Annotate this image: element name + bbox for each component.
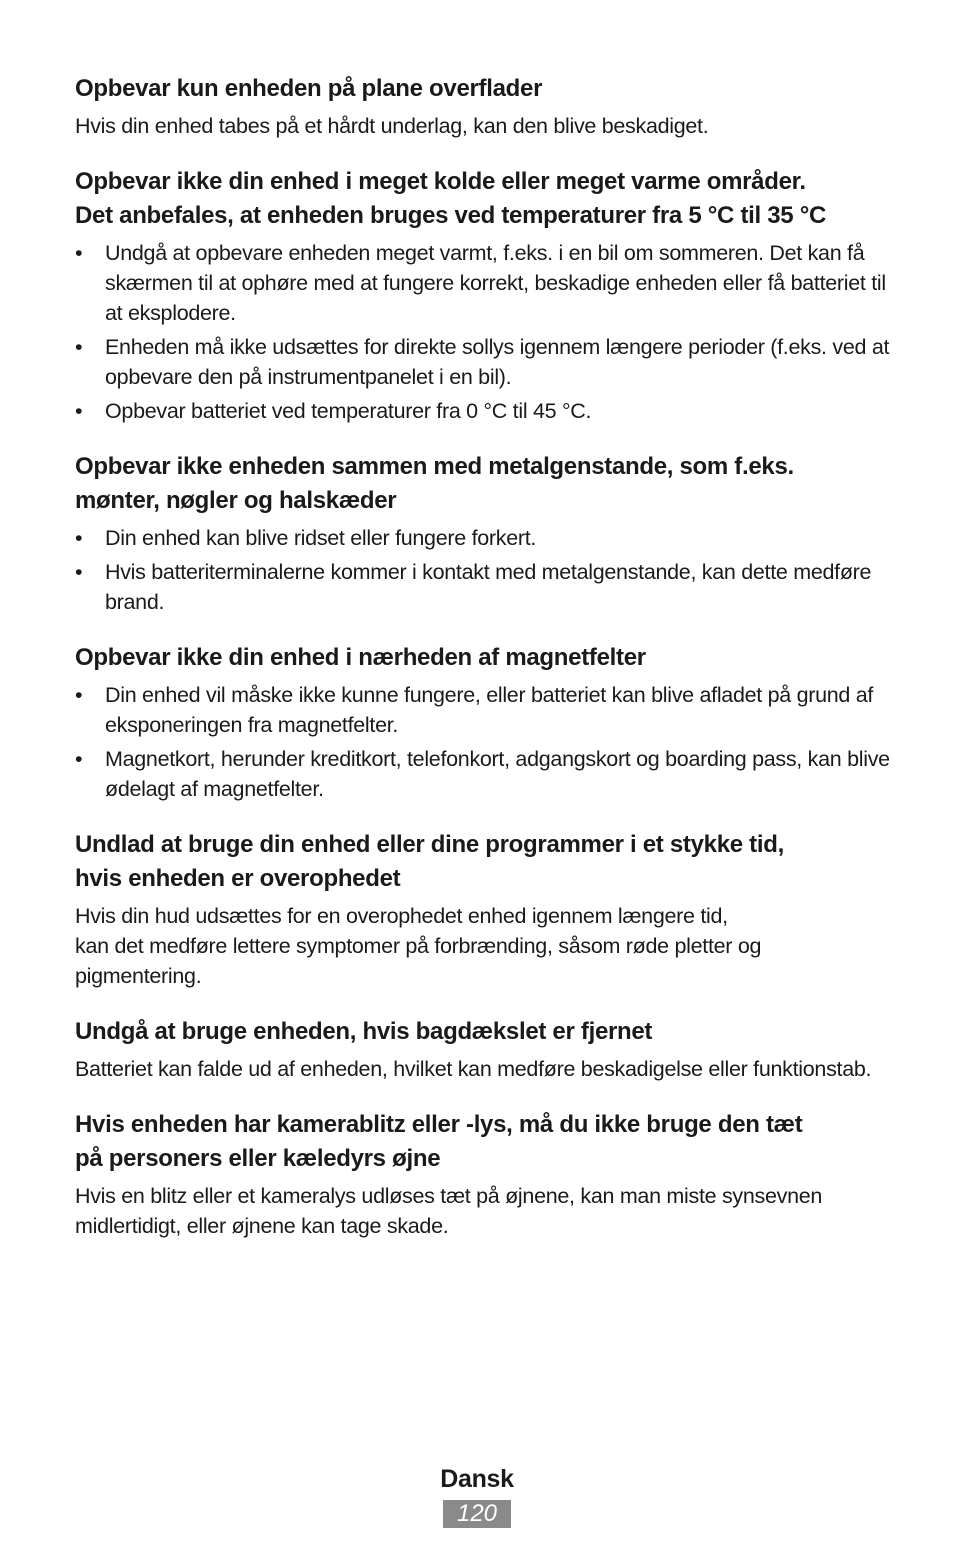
section-paragraph: Hvis din enhed tabes på et hårdt underlag, kan den blive beskadiget. bbox=[75, 114, 709, 138]
bullet-icon: • bbox=[75, 683, 83, 707]
footer-language: Dansk bbox=[440, 1465, 514, 1493]
page-number: 120 bbox=[443, 1500, 511, 1528]
list-item: • Din enhed vil måske ikke kunne fungere, eller batteriet kan blive afladet på grund af eksponeringen fra magnetfelter. bbox=[75, 680, 890, 740]
section-metal-objects bbox=[75, 450, 890, 617]
section-paragraph: Hvis din hud udsættes for en overophedet enhed igennem længere tid, kan det medføre lettere symptomer på forbrænding, såsom røde pletter og pigmentering. bbox=[75, 904, 762, 988]
section-paragraph: Hvis en blitz eller et kameralys udløses tæt på øjnene, kan man miste synsevnen midlertidigt, eller øjnene kan tage skade. bbox=[75, 1184, 823, 1238]
bullet-icon: • bbox=[75, 399, 83, 423]
bullet-icon: • bbox=[75, 241, 83, 265]
list-item: • Undgå at opbevare enheden meget varmt, f.eks. i en bil om sommeren. Det kan få skærmen til at ophøre med at fungere korrekt, beskadige enheden eller få batteriet til at eksplodere. bbox=[75, 238, 890, 328]
heading-line: Opbevar ikke din enhed i meget kolde eller meget varme områder. bbox=[75, 168, 806, 195]
section-overheating bbox=[75, 828, 890, 991]
list-item: • Opbevar batteriet ved temperaturer fra 0 °C til 45 °C. bbox=[75, 396, 890, 426]
section-heading bbox=[75, 450, 890, 518]
bullet-icon: • bbox=[75, 747, 83, 771]
bullet-icon: • bbox=[75, 560, 83, 584]
page-footer bbox=[0, 1462, 954, 1528]
heading-line: Opbevar ikke enheden sammen med metalgenstande, som f.eks. bbox=[75, 453, 794, 480]
bullet-icon: • bbox=[75, 526, 83, 550]
document-body bbox=[75, 72, 890, 1265]
list-item: • Hvis batteriterminalerne kommer i kontakt med metalgenstande, kan dette medføre brand. bbox=[75, 557, 890, 617]
heading-line: mønter, nøgler og halskæder bbox=[75, 487, 397, 514]
list-item: • Din enhed kan blive ridset eller fungere forkert. bbox=[75, 523, 890, 553]
list-item: • Magnetkort, herunder kreditkort, telefonkort, adgangskort og boarding pass, kan blive ødelagt af magnetfelter. bbox=[75, 744, 890, 804]
section-flat-surfaces bbox=[75, 72, 890, 141]
bullet-icon: • bbox=[75, 335, 83, 359]
bullet-list bbox=[75, 680, 890, 804]
section-heading bbox=[75, 165, 890, 233]
section-heading: Opbevar ikke din enhed i nærheden af magnetfelter bbox=[75, 644, 646, 671]
section-paragraph: Batteriet kan falde ud af enheden, hvilket kan medføre beskadigelse eller funktionstab. bbox=[75, 1057, 872, 1081]
section-heading bbox=[75, 1108, 890, 1176]
bullet-list bbox=[75, 238, 890, 426]
section-heading: Undgå at bruge enheden, hvis bagdækslet er fjernet bbox=[75, 1018, 653, 1045]
list-item: • Enheden må ikke udsættes for direkte sollys igennem længere perioder (f.eks. ved at opbevare den på instrumentpanelet i en bil). bbox=[75, 332, 890, 392]
heading-line: på personers eller kæledyrs øjne bbox=[75, 1145, 441, 1172]
heading-line: Det anbefales, at enheden bruges ved temperaturer fra 5 °C til 35 °C bbox=[75, 202, 827, 229]
section-camera-flash bbox=[75, 1108, 890, 1241]
section-temperature bbox=[75, 165, 890, 426]
heading-line: Hvis enheden har kamerablitz eller -lys, må du ikke bruge den tæt bbox=[75, 1111, 803, 1138]
section-magnetic-fields bbox=[75, 641, 890, 804]
section-heading bbox=[75, 828, 890, 896]
heading-line: hvis enheden er overophedet bbox=[75, 865, 401, 892]
heading-line: Undlad at bruge din enhed eller dine programmer i et stykke tid, bbox=[75, 831, 784, 858]
section-heading: Opbevar kun enheden på plane overflader bbox=[75, 75, 543, 102]
bullet-list bbox=[75, 523, 890, 617]
section-back-cover bbox=[75, 1015, 890, 1084]
